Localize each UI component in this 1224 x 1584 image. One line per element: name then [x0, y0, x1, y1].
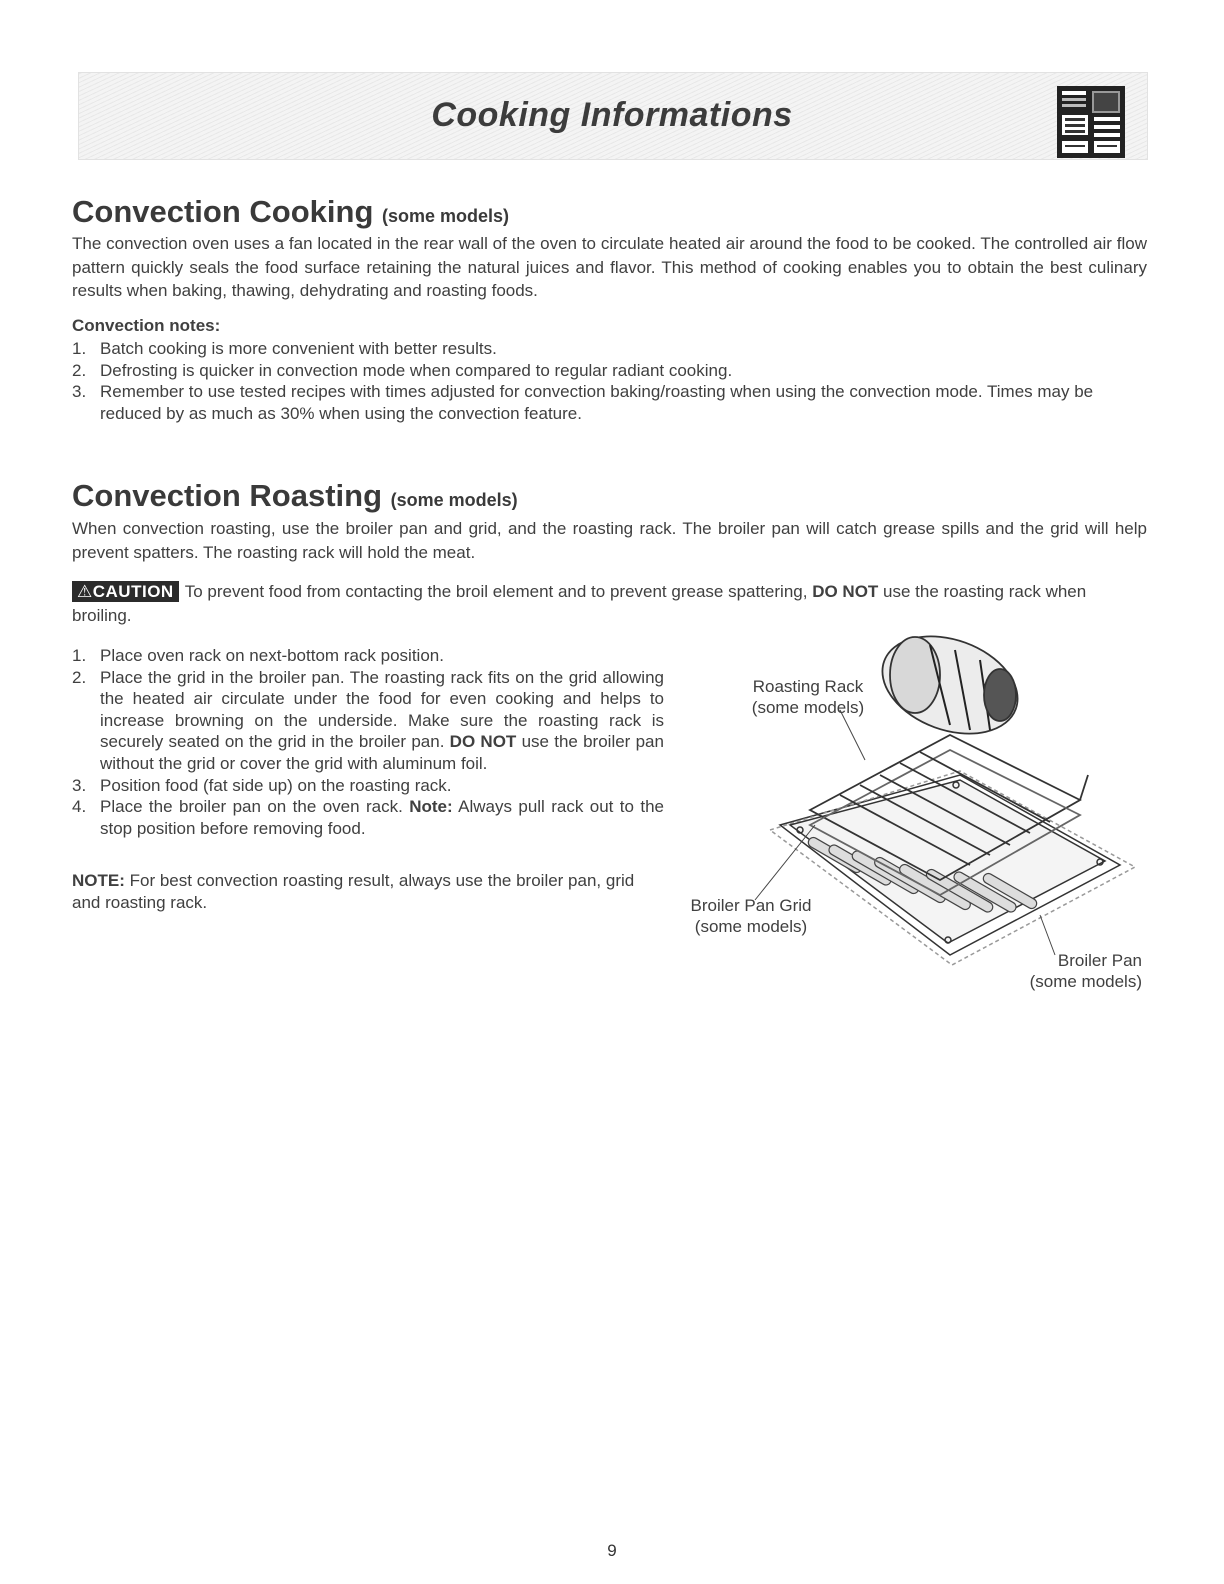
cookbook-page-icon — [1056, 85, 1126, 159]
list-text: use the broiler pan without the grid or cover the grid with aluminum foil. — [100, 732, 664, 773]
caution-text-before: To prevent food from contacting the broil element and to prevent grease spattering, — [184, 582, 808, 601]
list-item — [72, 796, 664, 839]
list-text: Batch cooking is more convenient with better results. — [100, 339, 497, 358]
section-title-text: Convection Roasting — [72, 478, 383, 513]
convection-notes-heading: Convection notes: — [72, 316, 221, 335]
label-title: Broiler Pan — [1057, 951, 1142, 970]
list-number: 2. — [72, 360, 87, 380]
roasting-steps-list — [72, 645, 664, 839]
broiler-pan-figure — [660, 625, 1150, 995]
note-text: For best convection roasting result, always use the broiler pan, grid and roasting rack. — [72, 871, 635, 912]
label-title: Broiler Pan Grid — [690, 896, 812, 915]
page-header-title: Cooking Informations — [431, 96, 793, 134]
list-item — [72, 338, 1147, 360]
list-number: 3. — [72, 775, 87, 795]
list-item — [72, 381, 1147, 424]
label-broiler-pan — [1002, 950, 1142, 992]
caution-badge-label: CAUTION — [92, 582, 174, 601]
label-title: Roasting Rack — [752, 677, 864, 696]
section-qualifier: (some models) — [390, 490, 518, 510]
section-qualifier: (some models) — [382, 206, 510, 226]
list-text: Defrosting is quicker in convection mode when compared to regular radiant cooking. — [100, 360, 733, 380]
label-roasting-rack — [738, 676, 878, 718]
list-item — [72, 645, 664, 667]
list-item — [72, 775, 664, 797]
section-title-convection-cooking — [72, 194, 509, 230]
convection-notes-list — [72, 338, 1147, 424]
list-text: Place the broiler pan on the oven rack. — [100, 797, 403, 817]
list-text: Remember to use tested recipes with times adjusted for convection baking/roasting when using the convection mode. Times may be reduced by as much as 30% when using the convection feature. — [100, 382, 1094, 423]
list-item — [72, 360, 1147, 382]
list-number: 1. — [72, 339, 87, 358]
caution-text-after: use the roasting rack when broiling. — [72, 582, 1087, 625]
list-number: 2. — [72, 667, 87, 687]
convection-cooking-intro: The convection oven uses a fan located in the rear wall of the oven to circulate heated air around the food to be cooked. The controlled air flow pattern quickly seals the food surface retaining the natural juices and flavor. This method of cooking enables you to obtain the best culinary results when baking, thawing, dehydrating and roasting foods. — [72, 234, 1147, 300]
label-subtitle: (some models) — [1029, 972, 1142, 991]
roasting-note — [72, 870, 664, 913]
list-number: 4. — [72, 797, 87, 817]
roast-meat-illustration — [869, 625, 1031, 751]
list-text: Place oven rack on next-bottom rack position. — [100, 646, 444, 665]
list-emphasis: Note: — [409, 797, 453, 817]
convection-roasting-intro: When convection roasting, use the broiler pan and grid, and the roasting rack. The broiler pan will catch grease spills and the grid will help prevent spatters. The roasting rack will hold the meat. — [72, 519, 1147, 562]
list-text: Always pull rack out to the stop position before removing food. — [100, 797, 664, 838]
note-label: NOTE: — [72, 871, 125, 890]
label-broiler-pan-grid — [676, 895, 826, 937]
section-title-text: Convection Cooking — [72, 194, 374, 229]
list-emphasis: DO NOT — [449, 732, 517, 752]
list-number: 3. — [72, 382, 87, 402]
list-text: Place the grid in the broiler pan. The roasting rack fits on the grid allowing the heated air circulate under the food for even cooking and helps to increase browning on the underside. Make sure the roasting rack is securely seated on the grid in the broiler pan. — [100, 667, 664, 752]
section-title-convection-roasting — [72, 478, 518, 514]
list-item — [72, 667, 664, 775]
caution-notice — [72, 580, 1147, 627]
warning-triangle-icon: ⚠ — [77, 582, 93, 601]
label-subtitle: (some models) — [694, 917, 808, 936]
caution-emphasis: DO NOT — [812, 582, 879, 601]
page-number: 9 — [607, 1541, 617, 1560]
label-subtitle: (some models) — [751, 698, 865, 717]
caution-badge — [72, 581, 179, 602]
list-text: Position food (fat side up) on the roasting rack. — [100, 775, 452, 795]
list-number: 1. — [72, 646, 87, 665]
